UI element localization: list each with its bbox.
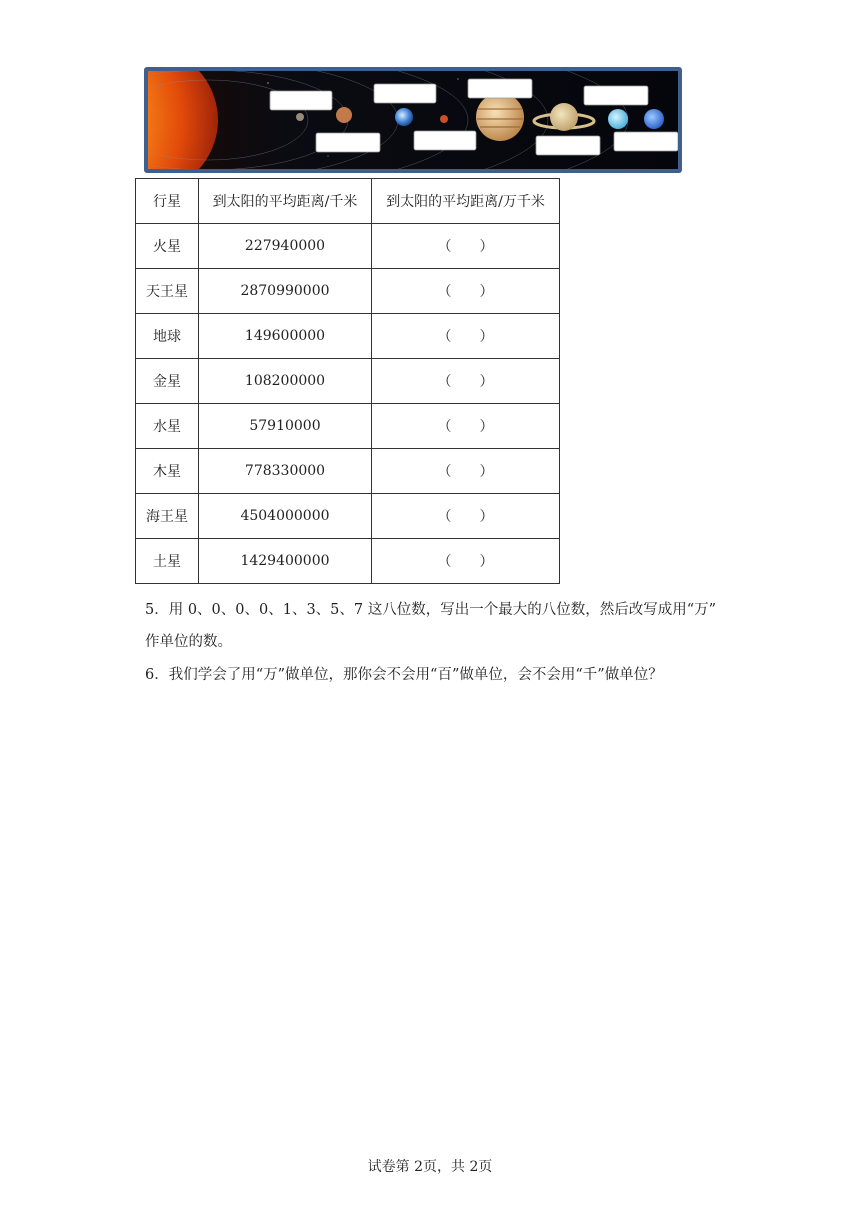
table-row xyxy=(136,269,560,314)
neptune xyxy=(644,109,664,129)
distance-km: 57910000 xyxy=(199,404,372,449)
planet-name: 水星 xyxy=(136,404,199,449)
table-row xyxy=(136,539,560,584)
earth xyxy=(395,108,413,126)
answer-blank[interactable]: （ ） xyxy=(372,359,560,404)
distance-km: 149600000 xyxy=(199,314,372,359)
answer-blank[interactable]: （ ） xyxy=(372,224,560,269)
label-box xyxy=(468,79,532,98)
answer-blank[interactable]: （ ） xyxy=(372,539,560,584)
question-5 xyxy=(145,594,735,658)
venus xyxy=(336,107,352,123)
question-5-line-1: 5．用 0、0、0、0、1、3、5、7 这八位数，写出一个最大的八位数，然后改写成用“万” xyxy=(145,602,717,618)
answer-blank[interactable]: （ ） xyxy=(372,269,560,314)
mars xyxy=(440,115,448,123)
header-distance-km: 到太阳的平均距离/千米 xyxy=(199,179,372,224)
table-row xyxy=(136,494,560,539)
table-row xyxy=(136,449,560,494)
solar-system-illustration xyxy=(148,71,678,169)
answer-blank[interactable]: （ ） xyxy=(372,314,560,359)
label-box xyxy=(316,133,380,152)
answer-blank[interactable]: （ ） xyxy=(372,494,560,539)
distance-km: 1429400000 xyxy=(199,539,372,584)
question-6: 6．我们学会了用“万”做单位，那你会不会用“百”做单位，会不会用“千”做单位？ xyxy=(145,667,663,683)
mercury xyxy=(296,113,304,121)
answer-blank[interactable]: （ ） xyxy=(372,404,560,449)
distance-km: 227940000 xyxy=(199,224,372,269)
label-box xyxy=(270,91,332,110)
page-footer: 试卷第 2页，共 2页 xyxy=(367,1159,493,1175)
label-box xyxy=(614,132,678,151)
planet-name: 天王星 xyxy=(136,269,199,314)
table-row xyxy=(136,224,560,269)
sun xyxy=(148,71,218,169)
saturn xyxy=(550,103,578,131)
planet-name: 海王星 xyxy=(136,494,199,539)
answer-blank[interactable]: （ ） xyxy=(372,449,560,494)
distance-km: 108200000 xyxy=(199,359,372,404)
distance-km: 2870990000 xyxy=(199,269,372,314)
table-header-row xyxy=(136,179,560,224)
label-box xyxy=(374,84,436,103)
planet-name: 地球 xyxy=(136,314,199,359)
planet-name: 火星 xyxy=(136,224,199,269)
table-row xyxy=(136,314,560,359)
planet-name: 土星 xyxy=(136,539,199,584)
planet-name: 金星 xyxy=(136,359,199,404)
uranus xyxy=(608,109,628,129)
planet-distance-table xyxy=(135,178,560,584)
solar-system-image xyxy=(144,67,682,173)
header-distance-wan-km: 到太阳的平均距离/万千米 xyxy=(372,179,560,224)
label-box xyxy=(584,86,648,105)
label-box xyxy=(414,131,476,150)
table-row xyxy=(136,359,560,404)
distance-km: 4504000000 xyxy=(199,494,372,539)
table-row xyxy=(136,404,560,449)
distance-km: 778330000 xyxy=(199,449,372,494)
jupiter xyxy=(476,93,524,141)
planet-name: 木星 xyxy=(136,449,199,494)
header-planet: 行星 xyxy=(136,179,199,224)
label-box xyxy=(536,136,600,155)
question-5-line-2: 作单位的数。 xyxy=(145,634,232,650)
